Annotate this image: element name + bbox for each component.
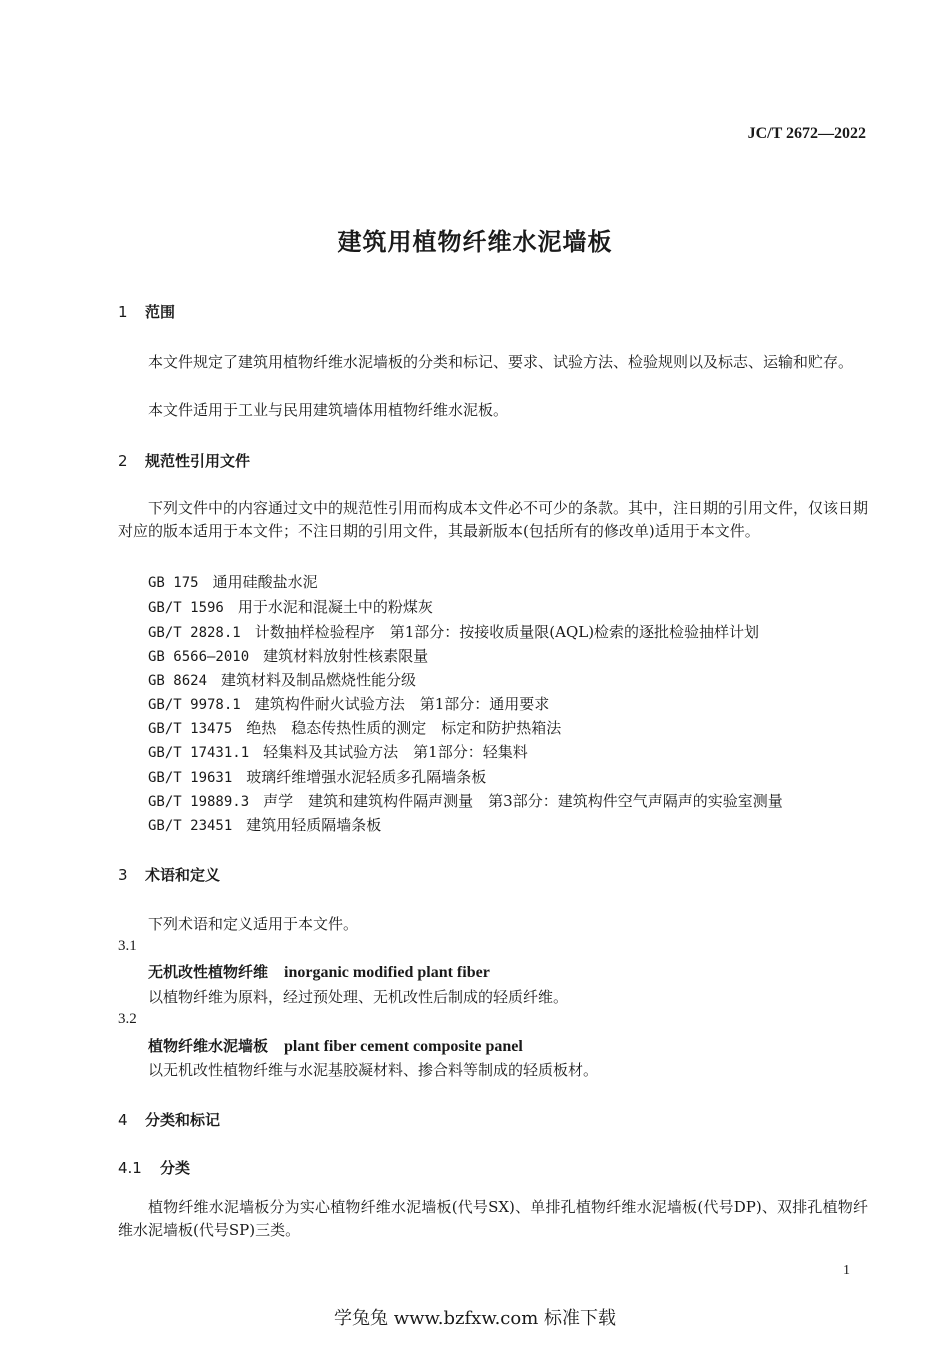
clause-number: 3.2 (118, 1011, 137, 1027)
section-number: 4 (118, 1111, 128, 1129)
reference-item (148, 741, 528, 762)
reference-item (148, 693, 549, 714)
term-chinese: 植物纤维水泥墙板 (148, 1037, 269, 1055)
reference-code: GB 6566—2010 (148, 649, 250, 665)
section-title: 范围 (145, 303, 176, 321)
clause-number: 3.1 (118, 938, 137, 954)
reference-item (148, 766, 486, 787)
reference-code: GB/T 19889.3 (148, 794, 250, 810)
section-number: 3 (118, 866, 128, 884)
reference-title: 声学 建筑和建筑构件隔声测量 第3部分：建筑构件空气声隔声的实验室测量 (263, 792, 783, 810)
references-intro: 下列文件中的内容通过文中的规范性引用而构成本文件必不可少的条款。其中，注日期的引用文件，仅该日期对应的版本适用于本文件；不注日期的引用文件，其最新版本(包括所有的修改单)适用于本文件。 (118, 499, 869, 540)
page-number: 1 (843, 1263, 850, 1278)
terms-intro: 下列术语和定义适用于本文件。 (148, 915, 359, 933)
reference-title: 建筑用轻质隔墙条板 (246, 816, 382, 834)
reference-title: 用于水泥和混凝土中的粉煤灰 (237, 598, 433, 616)
reference-item (148, 645, 428, 666)
section-number: 2 (118, 452, 128, 470)
term-definition: 以植物纤维为原料，经过预处理、无机改性后制成的轻质纤维。 (148, 988, 569, 1006)
reference-code: GB/T 13475 (148, 721, 233, 737)
reference-item (148, 790, 783, 811)
section-title: 规范性引用文件 (145, 452, 251, 470)
section-2-heading (118, 450, 250, 471)
reference-title: 玻璃纤维增强水泥轻质多孔隔墙条板 (246, 768, 487, 786)
section-3-heading (118, 864, 220, 885)
reference-code: GB/T 9978.1 (148, 697, 241, 713)
document-title: 建筑用植物纤维水泥墙板 (337, 228, 613, 256)
section-title: 分类和标记 (145, 1111, 221, 1129)
reference-item (148, 717, 561, 738)
reference-title: 建筑材料及制品燃烧性能分级 (221, 671, 417, 689)
reference-code: GB 175 (148, 575, 199, 591)
reference-title: 建筑构件耐火试验方法 第1部分：通用要求 (254, 695, 550, 713)
classification-paragraph: 植物纤维水泥墙板分为实心植物纤维水泥墙板(代号SX)、单排孔植物纤维水泥墙板(代号DP)、双排孔植物纤维水泥墙板(代号SP)三类。 (118, 1198, 868, 1239)
term-english: inorganic modified plant fiber (284, 964, 490, 981)
reference-title: 轻集料及其试验方法 第1部分：轻集料 (263, 743, 528, 761)
reference-item (148, 669, 416, 690)
subsection-4-1-heading (118, 1157, 190, 1178)
reference-code: GB/T 1596 (148, 600, 224, 616)
section-4-heading (118, 1109, 220, 1130)
term-english: plant fiber cement composite panel (284, 1038, 523, 1055)
section-title: 术语和定义 (145, 866, 221, 884)
term-entry (148, 1035, 523, 1056)
reference-code: GB/T 19631 (148, 770, 233, 786)
reference-title: 建筑材料放射性核素限量 (263, 647, 429, 665)
reference-item (148, 596, 433, 617)
reference-item (148, 571, 318, 592)
term-entry (148, 961, 490, 982)
reference-code: GB 8624 (148, 673, 208, 689)
reference-code: GB/T 23451 (148, 818, 233, 834)
reference-item (148, 814, 381, 835)
reference-title: 通用硅酸盐水泥 (212, 573, 318, 591)
subsection-title: 分类 (160, 1159, 191, 1177)
scope-paragraph-1: 本文件规定了建筑用植物纤维水泥墙板的分类和标记、要求、试验方法、检验规则以及标志、运输和贮存。 (148, 353, 854, 371)
footer-watermark: 学兔兔 www.bzfxw.com 标准下载 (333, 1308, 617, 1329)
reference-title: 绝热 稳态传热性质的测定 标定和防护热箱法 (246, 719, 562, 737)
section-number: 1 (118, 303, 128, 321)
standard-number: JC/T 2672—2022 (747, 125, 866, 142)
scope-paragraph-2: 本文件适用于工业与民用建筑墙体用植物纤维水泥板。 (148, 401, 509, 419)
term-definition: 以无机改性植物纤维与水泥基胶凝材料、掺合料等制成的轻质板材。 (148, 1061, 599, 1079)
reference-title: 计数抽样检验程序 第1部分：按接收质量限(AQL)检索的逐批检验抽样计划 (254, 623, 760, 641)
reference-item (148, 621, 759, 642)
term-chinese: 无机改性植物纤维 (148, 963, 269, 981)
section-1-heading (118, 301, 175, 322)
reference-code: GB/T 17431.1 (148, 745, 250, 761)
reference-code: GB/T 2828.1 (148, 625, 241, 641)
subsection-number: 4.1 (118, 1159, 142, 1177)
